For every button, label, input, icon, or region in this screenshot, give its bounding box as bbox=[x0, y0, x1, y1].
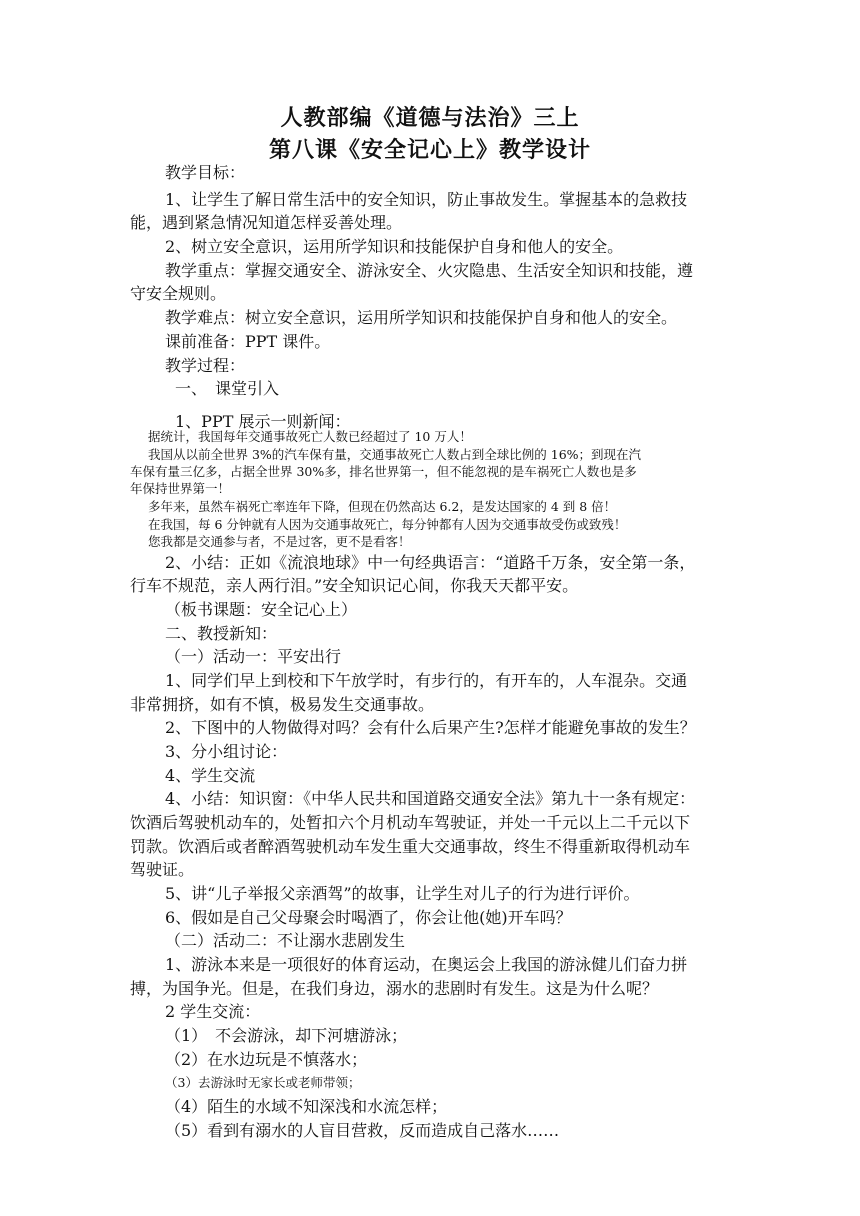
body-line: 1、PPT 展示一则新闻： bbox=[175, 412, 351, 431]
list-item: （5）看到有溺水的人盲目营救，反而造成自己落水…… bbox=[165, 1121, 560, 1140]
body-line: 6、假如是自己父母聚会时喝酒了，你会让他(她)开车吗？ bbox=[165, 908, 572, 927]
subsection-heading: （一）活动一：平安出行 bbox=[165, 647, 342, 666]
body-line: 1、让学生了解日常生活中的安全知识，防止事故发生。掌握基本的急救技 bbox=[165, 190, 688, 209]
body-line: 教学重点：掌握交通安全、游泳安全、火灾隐患、生活安全知识和技能，遵 bbox=[165, 261, 694, 280]
document-title-line-1: 人教部编《道德与法治》三上 bbox=[280, 106, 580, 131]
news-line: 在我国，每 6 分钟就有人因为交通事故死亡，每分钟都有人因为交通事故受伤或致残！ bbox=[148, 517, 627, 532]
news-line: 据统计，我国每年交通事故死亡人数已经超过了 10 万人！ bbox=[148, 429, 472, 444]
body-line: 教学难点：树立安全意识，运用所学知识和技能保护自身和他人的安全。 bbox=[165, 308, 678, 327]
news-line: 我国从以前全世界 3%的汽车保有量，交通事故死亡人数占到全球比例的 16%；到现在汽 bbox=[148, 447, 642, 462]
body-line: 搏，为国争光。但是，在我们身边，溺水的悲剧时有发生。这是为什么呢？ bbox=[130, 979, 659, 998]
body-line: 3、分小组讨论： bbox=[165, 742, 288, 761]
section-heading: 一、 课堂引入 bbox=[175, 379, 280, 398]
list-item: （2）在水边玩是不慎落水； bbox=[165, 1050, 368, 1069]
news-line: 多年来，虽然车祸死亡率连年下降，但现在仍然高达 6.2，是发达国家的 4 到 8 倍！ bbox=[148, 499, 617, 514]
list-item: （4）陌生的水域不知深浅和水流怎样； bbox=[165, 1097, 448, 1116]
body-line: 2 学生交流： bbox=[165, 1002, 261, 1021]
body-line: 教学过程： bbox=[165, 356, 246, 375]
news-line: 年保持世界第一！ bbox=[130, 481, 231, 496]
body-line: 守安全规则。 bbox=[130, 284, 227, 303]
section-heading: 二、教授新知： bbox=[165, 624, 278, 643]
body-line: 2、下图中的人物做得对吗？会有什么后果产生?怎样才能避免事故的发生？ bbox=[165, 718, 696, 737]
list-item: （1） 不会游泳，却下河塘游泳； bbox=[165, 1026, 408, 1045]
body-line: 驾驶证。 bbox=[130, 860, 195, 879]
body-line: （板书课题：安全记心上） bbox=[165, 600, 358, 619]
body-line: 4、学生交流 bbox=[165, 766, 256, 785]
news-line: 车保有量三亿多，占据全世界 30%多，排名世界第一，但不能忽视的是车祸死亡人数也是多 bbox=[130, 464, 637, 479]
subsection-heading: （二）活动二：不让溺水悲剧发生 bbox=[165, 931, 406, 950]
body-line: 能，遇到紧急情况知道怎样妥善处理。 bbox=[130, 213, 403, 232]
body-line: 1、游泳本来是一项很好的体育运动，在奥运会上我国的游泳健儿们奋力拼 bbox=[165, 955, 688, 974]
body-line: 5、讲“儿子举报父亲酒驾”的故事，让学生对儿子的行为进行评价。 bbox=[165, 884, 640, 903]
body-line: 罚款。饮酒后或者醉酒驾驶机动车发生重大交通事故，终生不得重新取得机动车 bbox=[130, 837, 691, 856]
body-line: 1、同学们早上到校和下午放学时，有步行的，有开车的，人车混杂。交通 bbox=[165, 671, 688, 690]
body-line: 2、小结：正如《流浪地球》中一句经典语言：“道路千万条，安全第一条， bbox=[165, 553, 696, 572]
list-item: （3）去游泳时无家长或老师带领； bbox=[165, 1075, 361, 1090]
body-line: 教学目标： bbox=[165, 163, 246, 182]
document-title-line-2: 第八课《安全记心上》教学设计 bbox=[268, 138, 591, 163]
body-line: 2、树立安全意识，运用所学知识和技能保护自身和他人的安全。 bbox=[165, 237, 624, 256]
body-line: 行车不规范，亲人两行泪。”安全知识记心间，你我天天都平安。 bbox=[130, 576, 579, 595]
news-line: 您我都是交通参与者，不是过客，更不是看客！ bbox=[148, 534, 411, 549]
body-line: 4、小结：知识窗：《中华人民共和国道路交通安全法》第九十一条有规定： bbox=[165, 789, 696, 808]
body-line: 非常拥挤，如有不慎，极易发生交通事故。 bbox=[130, 695, 435, 714]
body-line: 饮酒后驾驶机动车的，处暂扣六个月机动车驾驶证，并处一千元以上二千元以下 bbox=[130, 813, 691, 832]
body-line: 课前准备：PPT 课件。 bbox=[165, 332, 331, 351]
